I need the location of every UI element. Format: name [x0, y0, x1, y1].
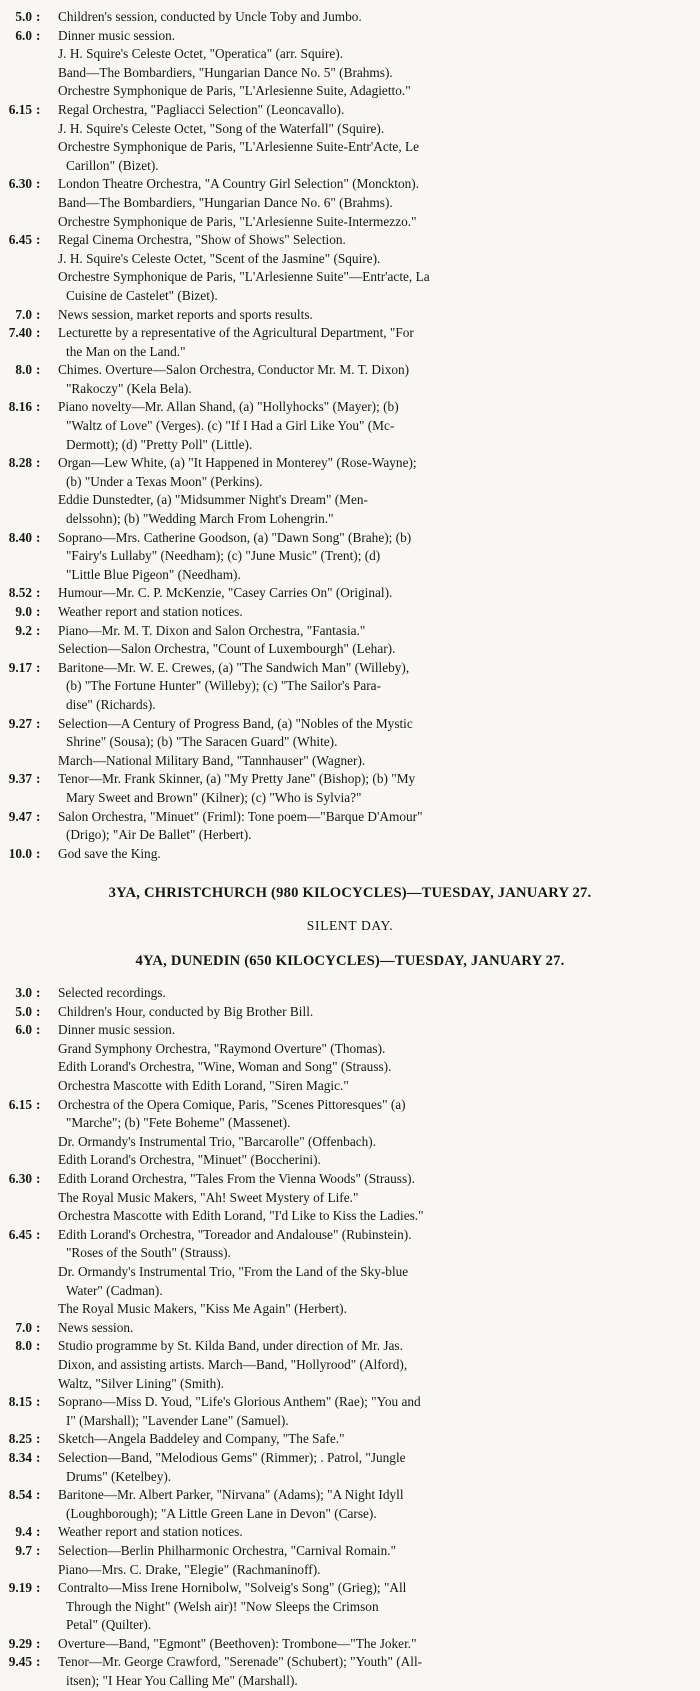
entry-time: 6.45: [8, 232, 32, 248]
entry-line: itsen); "I Hear You Calling Me" (Marshall).: [66, 1673, 298, 1689]
entry-time: 6.0: [15, 27, 32, 43]
entry-time: 8.0: [15, 1338, 32, 1354]
programme-entry: [0, 808, 700, 845]
programme-entry: [0, 584, 700, 603]
entry-time: 8.15: [8, 1394, 32, 1410]
entry-line: Through the Night" (Welsh air)! "Now Sleeps the Crimson: [66, 1598, 379, 1614]
entry-line: Sketch—Angela Baddeley and Company, "The Safe.": [58, 1431, 345, 1447]
entry-time: 6.0: [15, 1022, 32, 1038]
time-separator: :: [36, 1654, 41, 1670]
entry-line: Children's Hour, conducted by Big Brother Bill.: [58, 1003, 314, 1019]
entry-line: Edith Lorand's Orchestra, "Toreador and Andalouse" (Rubinstein).: [58, 1226, 412, 1242]
entry-line: Selection—Band, "Melodious Gems" (Rimmer); . Patrol, "Jungle: [58, 1449, 406, 1465]
entry-time: 9.17: [8, 659, 32, 675]
entry-time: 8.16: [8, 399, 32, 415]
entry-line: Weather report and station notices.: [58, 1524, 243, 1540]
time-separator: :: [36, 1226, 41, 1242]
entry-time: 9.0: [15, 604, 32, 619]
entry-line: Piano—Mrs. C. Drake, "Elegie" (Rachmaninoff).: [58, 1561, 321, 1577]
entry-line: London Theatre Orchestra, "A Country Girl Selection" (Monckton).: [58, 176, 420, 192]
entry-line: The Royal Music Makers, "Ah! Sweet Mystery of Life.": [58, 1189, 359, 1205]
entry-line: Grand Symphony Orchestra, "Raymond Overture" (Thomas).: [58, 1040, 386, 1056]
time-separator: :: [36, 604, 41, 619]
time-separator: :: [36, 771, 41, 787]
programme-entry: [0, 175, 700, 231]
entry-time: 9.37: [8, 771, 32, 787]
entry-time: 6.45: [8, 1226, 32, 1242]
entry-time: 9.2: [15, 622, 32, 638]
programme-entry: [0, 1579, 700, 1635]
entry-line: J. H. Squire's Celeste Octet, "Operatica" (arr. Squire).: [58, 46, 344, 62]
entry-line: Shrine" (Sousa); (b) "The Saracen Guard" (White).: [66, 734, 338, 750]
programme-entry: [0, 361, 700, 398]
entry-line: Dr. Ormandy's Instrumental Trio, "From the Land of the Sky-blue: [58, 1264, 409, 1279]
entry-line: Petal" (Quilter).: [66, 1617, 152, 1633]
time-separator: :: [36, 1449, 41, 1465]
section-4ya-heading: 4YA, DUNEDIN (650 KILOCYCLES)—TUESDAY, JANUARY 27.: [135, 952, 565, 969]
programme-entry: [0, 845, 700, 864]
programme-entry: [0, 1319, 700, 1338]
entry-line: Piano—Mr. M. T. Dixon and Salon Orchestra, "Fantasia.": [58, 622, 366, 638]
time-separator: :: [36, 845, 41, 861]
entry-line: Orchestre Symphonique de Paris, "L'Arlesienne Suite"—Entr'acte, La: [58, 269, 430, 285]
entry-time: 7.0: [15, 1319, 32, 1335]
programme-entry: [0, 1393, 700, 1430]
entry-line: Regal Orchestra, "Pagliacci Selection" (Leoncavallo).: [58, 101, 345, 117]
entry-line: I" (Marshall); "Lavender Lane" (Samuel).: [66, 1412, 289, 1428]
entry-time: 9.19: [8, 1580, 32, 1596]
time-separator: :: [36, 808, 41, 824]
time-separator: :: [36, 1542, 41, 1558]
entry-time: 7.40: [8, 325, 32, 341]
entry-line: delssohn); (b) "Wedding March From Lohengrin.": [66, 511, 334, 527]
entry-line: Selected recordings.: [58, 985, 166, 1001]
entry-line: Orchestre Symphonique de Paris, "L'Arlesienne Suite, Adagietto.": [58, 83, 411, 99]
entry-line: March—National Military Band, "Tannhauser" (Wagner).: [58, 752, 366, 768]
entry-line: Dixon, and assisting artists. March—Band, "Hollyrood" (Alford),: [58, 1356, 408, 1372]
entry-time: 9.47: [8, 808, 32, 824]
entry-line: (Drigo); "Air De Ballet" (Herbert).: [66, 827, 252, 843]
programme-entry: [0, 1523, 700, 1542]
time-separator: :: [36, 306, 41, 322]
programme-entry: [0, 659, 700, 715]
entry-line: Piano novelty—Mr. Allan Shand, (a) "Hollyhocks" (Mayer); (b): [58, 399, 399, 415]
entry-line: Lecturette by a representative of the Agricultural Department, "For: [58, 325, 414, 341]
entry-line: Soprano—Miss D. Youd, "Life's Glorious Anthem" (Rae); "You and: [58, 1394, 421, 1410]
time-separator: :: [36, 1431, 41, 1447]
programme-entry: [0, 770, 700, 807]
entry-line: Children's session, conducted by Uncle Toby and Jumbo.: [58, 9, 362, 24]
time-separator: :: [36, 1022, 41, 1038]
entry-line: Baritone—Mr. Albert Parker, "Nirvana" (Adams); "A Night Idyll: [58, 1487, 404, 1503]
time-separator: :: [36, 1338, 41, 1354]
programme-entry: [0, 454, 700, 528]
entry-time: 9.29: [8, 1635, 32, 1651]
time-separator: :: [36, 1003, 41, 1019]
entry-line: God save the King.: [58, 845, 161, 861]
entry-time: 5.0: [15, 1003, 32, 1019]
programme-entry: [0, 1430, 700, 1449]
time-separator: :: [36, 1580, 41, 1596]
entry-line: (Loughborough); "A Little Green Lane in Devon" (Carse).: [66, 1505, 377, 1521]
programme-entry: [0, 1170, 700, 1226]
entry-time: 6.15: [8, 1096, 32, 1112]
entry-time: 10.0: [8, 845, 32, 861]
time-separator: :: [36, 176, 41, 192]
entry-line: (b) "The Fortune Hunter" (Willeby); (c) "The Sailor's Para-: [66, 678, 382, 694]
time-separator: :: [36, 1524, 41, 1540]
programme-entry: [0, 324, 700, 361]
entry-line: Band—The Bombardiers, "Hungarian Dance No. 5" (Brahms).: [58, 64, 393, 80]
entry-line: Organ—Lew White, (a) "It Happened in Monterey" (Rose-Wayne);: [58, 455, 417, 471]
entry-line: Eddie Dunstedter, (a) "Midsummer Night's Dream" (Men-: [58, 492, 368, 508]
entry-line: "Rakoczy" (Kela Bela).: [66, 380, 192, 396]
entry-line: dise" (Richards).: [66, 696, 156, 712]
entry-line: Selection—A Century of Progress Band, (a) "Nobles of the Mystic: [58, 715, 413, 731]
section-4ya-programme: [0, 984, 700, 1691]
programme-entry: [0, 1449, 700, 1486]
entry-line: Orchestre Symphonique de Paris, "L'Arlesienne Suite-Entr'Acte, Le: [58, 139, 420, 155]
entry-time: 8.0: [15, 362, 32, 378]
programme-entry: [0, 1542, 700, 1579]
programme-entry: [0, 27, 700, 101]
entry-line: Selection—Berlin Philharmonic Orchestra, "Carnival Romain.": [58, 1542, 397, 1558]
entry-line: Overture—Band, "Egmont" (Beethoven): Trombone—"The Joker.": [58, 1635, 417, 1651]
programme-entry: [0, 1635, 700, 1654]
entry-time: 8.54: [8, 1487, 32, 1503]
entry-time: 9.27: [8, 715, 32, 731]
entry-line: Weather report and station notices.: [58, 604, 243, 619]
time-separator: :: [36, 1635, 41, 1651]
entry-line: Edith Lorand Orchestra, "Tales From the Vienna Woods" (Strauss).: [58, 1171, 415, 1187]
time-separator: :: [36, 232, 41, 248]
entry-line: Edith Lorand's Orchestra, "Minuet" (Boccherini).: [58, 1152, 321, 1168]
programme-entry: [0, 1653, 700, 1690]
programme-entry: [0, 622, 700, 659]
entry-line: Salon Orchestra, "Minuet" (Friml): Tone poem—"Barque D'Amour": [58, 808, 423, 824]
programme-entry: [0, 984, 700, 1003]
entry-line: J. H. Squire's Celeste Octet, "Song of the Waterfall" (Squire).: [58, 120, 385, 136]
entry-line: Soprano—Mrs. Catherine Goodson, (a) "Dawn Song" (Brahe); (b): [58, 529, 412, 545]
entry-line: Edith Lorand's Orchestra, "Wine, Woman and Song" (Strauss).: [58, 1059, 392, 1075]
time-separator: :: [36, 1319, 41, 1335]
entry-line: Orchestre Symphonique de Paris, "L'Arlesienne Suite-Intermezzo.": [58, 213, 417, 229]
time-separator: :: [36, 585, 41, 601]
entry-line: Dermott); (d) "Pretty Poll" (Little).: [66, 436, 253, 452]
entry-line: "Little Blue Pigeon" (Needham).: [66, 566, 241, 582]
programme-entry: [0, 306, 700, 325]
entry-line: Carillon" (Bizet).: [66, 157, 159, 173]
entry-line: "Waltz of Love" (Verges). (c) "If I Had a Girl Like You" (Mc-: [66, 418, 395, 434]
entry-line: J. H. Squire's Celeste Octet, "Scent of the Jasmine" (Squire).: [58, 250, 381, 266]
time-separator: :: [36, 362, 41, 378]
entry-line: Orchestra of the Opera Comique, Paris, "Scenes Pittoresques" (a): [58, 1096, 406, 1112]
entry-line: Waltz, "Silver Lining" (Smith).: [58, 1375, 225, 1391]
silent-day-note: SILENT DAY.: [306, 917, 394, 933]
entry-line: News session.: [58, 1319, 134, 1335]
programme-entry: [0, 1486, 700, 1523]
entry-line: Studio programme by St. Kilda Band, under direction of Mr. Jas.: [58, 1338, 403, 1354]
entry-line: Water" (Cadman).: [66, 1282, 163, 1298]
entry-time: 5.0: [15, 9, 32, 24]
entry-time: 9.4: [15, 1524, 32, 1540]
entry-line: Dr. Ormandy's Instrumental Trio, "Barcarolle" (Offenbach).: [58, 1133, 377, 1149]
entry-line: Tenor—Mr. Frank Skinner, (a) "My Pretty Jane" (Bishop); (b) "My: [58, 771, 416, 787]
entry-time: 9.7: [15, 1542, 32, 1558]
entry-line: Band—The Bombardiers, "Hungarian Dance No. 6" (Brahms).: [58, 194, 393, 210]
entry-line: Mary Sweet and Brown" (Kilner); (c) "Who is Sylvia?": [66, 789, 362, 805]
time-separator: :: [36, 1171, 41, 1187]
programme-entry: [0, 1096, 700, 1170]
entry-time: 8.34: [8, 1449, 32, 1465]
entry-line: Orchestra Mascotte with Edith Lorand, "I'd Like to Kiss the Ladies.": [58, 1208, 424, 1224]
entry-line: "Roses of the South" (Strauss).: [66, 1245, 231, 1261]
time-separator: :: [36, 529, 41, 545]
time-separator: :: [36, 455, 41, 471]
time-separator: :: [36, 325, 41, 341]
entry-line: Dinner music session.: [58, 1022, 176, 1038]
programme-entry: [0, 603, 700, 622]
time-separator: :: [36, 1394, 41, 1410]
entry-line: Chimes. Overture—Salon Orchestra, Conductor Mr. M. T. Dixon): [58, 362, 410, 378]
entry-time: 8.40: [8, 529, 32, 545]
entry-line: Orchestra Mascotte with Edith Lorand, "Siren Magic.": [58, 1078, 349, 1094]
programme-entry: [0, 101, 700, 175]
time-separator: :: [36, 622, 41, 638]
entry-time: 9.45: [8, 1654, 32, 1670]
entry-line: Humour—Mr. C. P. McKenzie, "Casey Carries On" (Original).: [58, 585, 393, 601]
programme-entry: [0, 398, 700, 454]
time-separator: :: [36, 985, 41, 1001]
programme-entry: [0, 1003, 700, 1022]
entry-line: "Fairy's Lullaby" (Needham); (c) "June Music" (Trent); (d): [66, 548, 381, 564]
entry-line: News session, market reports and sports results.: [58, 306, 313, 322]
programme-entry: [0, 8, 700, 27]
time-separator: :: [36, 1487, 41, 1503]
entry-time: 8.28: [8, 455, 32, 471]
entry-line: Dinner music session.: [58, 27, 176, 43]
entry-line: Drums" (Ketelbey).: [66, 1468, 172, 1484]
time-separator: :: [36, 715, 41, 731]
section-3ya-heading: 3YA, CHRISTCHURCH (980 KILOCYCLES)—TUESDAY, JANUARY 27.: [108, 885, 592, 902]
time-separator: :: [36, 1096, 41, 1112]
entry-time: 3.0: [15, 985, 32, 1001]
entry-time: 6.15: [8, 101, 32, 117]
entry-line: Contralto—Miss Irene Hornibolw, "Solveig's Song" (Grieg); "All: [58, 1580, 407, 1596]
time-separator: :: [36, 9, 41, 24]
programme-entry: [0, 1337, 700, 1393]
entry-time: 7.0: [15, 306, 32, 322]
entry-line: The Royal Music Makers, "Kiss Me Again" (Herbert).: [58, 1301, 347, 1317]
entry-line: (b) "Under a Texas Moon" (Perkins).: [66, 473, 263, 489]
programme-entry: [0, 1021, 700, 1095]
entry-line: "Marche"; (b) "Fete Boheme" (Massenet).: [66, 1115, 291, 1131]
programme-entry: [0, 715, 700, 771]
entry-time: 8.52: [8, 585, 32, 601]
entry-time: 8.25: [8, 1431, 32, 1447]
entry-line: the Man on the Land.": [66, 343, 186, 359]
programme-entry: [0, 231, 700, 305]
entry-line: Tenor—Mr. George Crawford, "Serenade" (Schubert); "Youth" (All-: [58, 1654, 423, 1670]
entry-line: Regal Cinema Orchestra, "Show of Shows" Selection.: [58, 232, 346, 248]
time-separator: :: [36, 659, 41, 675]
entry-line: Selection—Salon Orchestra, "Count of Luxembourgh" (Lehar).: [58, 641, 396, 657]
entry-line: Cuisine de Castelet" (Bizet).: [66, 287, 218, 303]
entry-time: 6.30: [8, 176, 32, 192]
programme-entry: [0, 1226, 700, 1319]
entry-time: 6.30: [8, 1171, 32, 1187]
programme-entry: [0, 529, 700, 585]
time-separator: :: [36, 27, 41, 43]
time-separator: :: [36, 101, 41, 117]
entry-line: Baritone—Mr. W. E. Crewes, (a) "The Sandwich Man" (Willeby),: [58, 659, 410, 675]
time-separator: :: [36, 399, 41, 415]
